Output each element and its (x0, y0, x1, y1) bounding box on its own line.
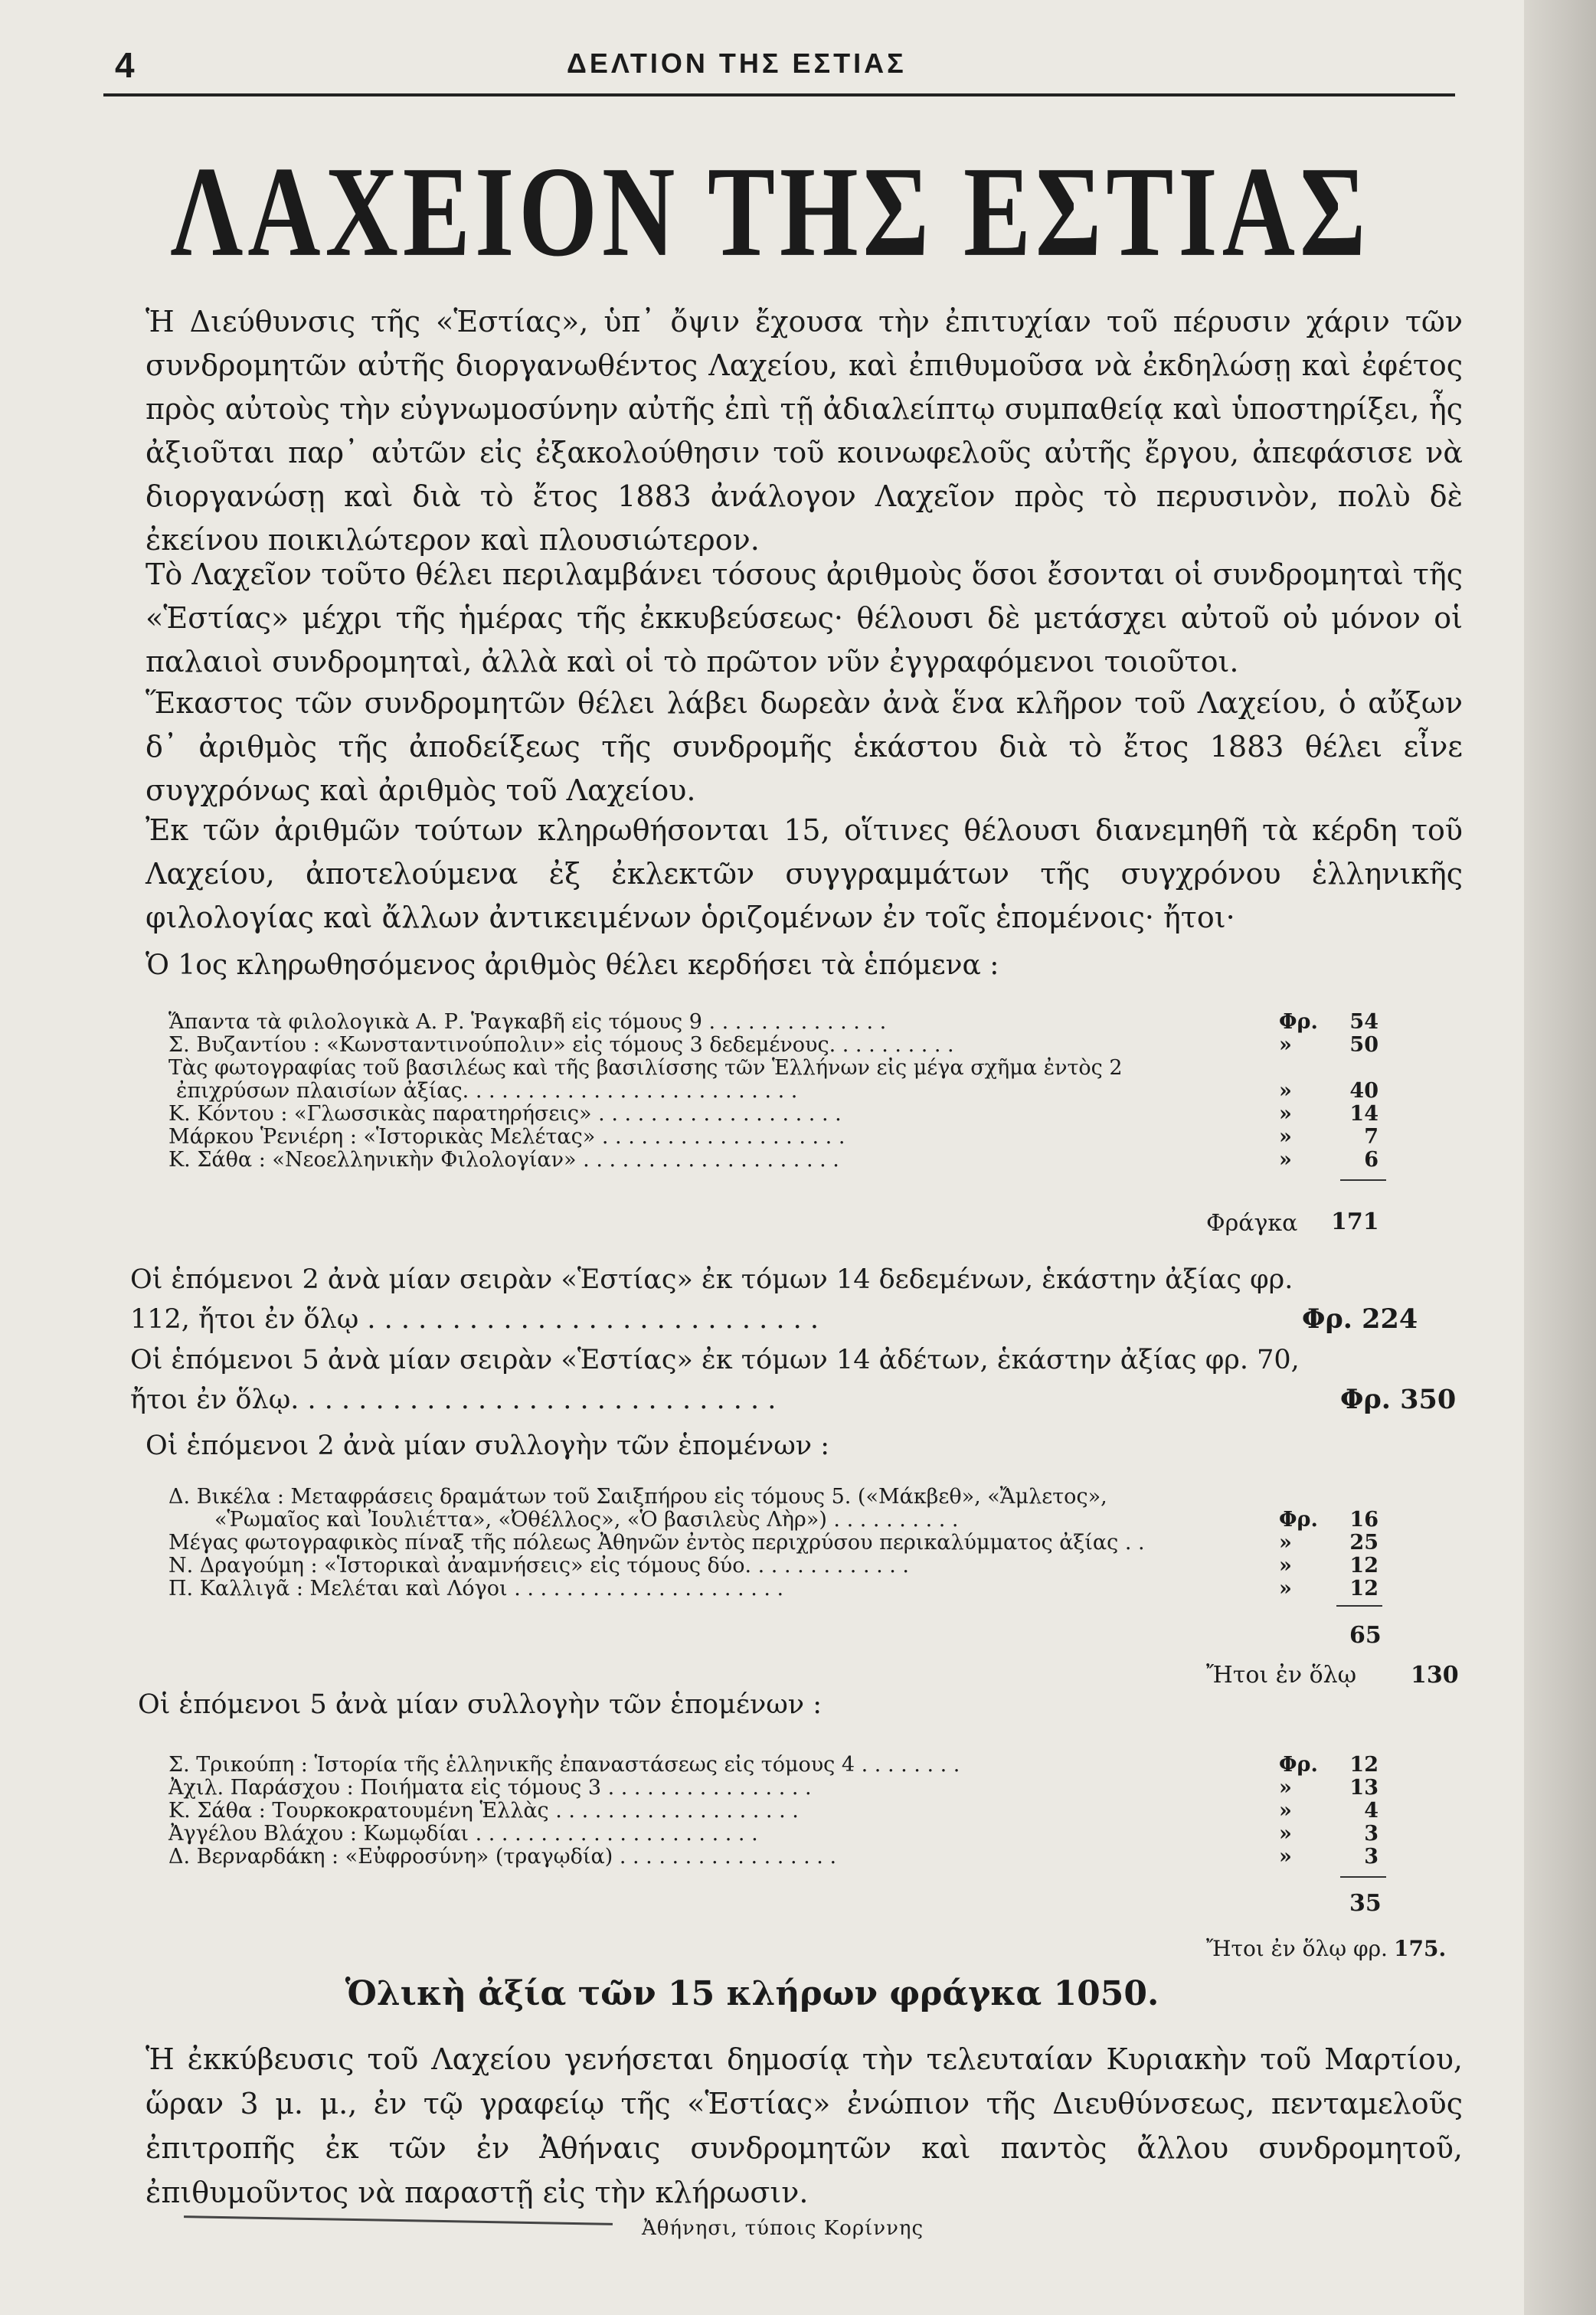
offer-two-line-1: Οἱ ἑπόμενοι 2 ἀνὰ μίαν σειρὰν «Ἑστίας» ἐκ τόμων 14 δεδεμένων, ἑκάστην ἀξίας φρ. (130, 1264, 1293, 1295)
first-prize-intro: Ὁ 1ος κληρωθησόμενος ἀριθμὸς θέλει κερδήσει τὰ ἑπόμενα : (146, 950, 999, 981)
offer-five-line-1: Οἱ ἑπόμενοι 5 ἀνὰ μίαν σειρὰν «Ἑστίας» ἐκ τόμων 14 ἀδέτων, ἑκάστην ἀξίας φρ. 70, (130, 1345, 1300, 1375)
page-edge-shadow (1524, 0, 1596, 2315)
imprint: Ἀθήνησι, τύποις Κορίννης (641, 2217, 924, 2240)
list-item: Δ. Βερναρδάκη : «Εὐφροσύνη» (τραγῳδία) . . . . . . . . . . . . . . . . . » 3 (168, 1845, 1379, 1869)
second-group-total-label: Ἤτοι ἐν ὅλῳ (1206, 1662, 1357, 1689)
list-item: Κ. Σάθα : «Νεοελληνικὴν Φιλολογίαν» . . . . . . . . . . . . . . . . . . . . » 6 (168, 1148, 1379, 1172)
offer-two-line-2: 112, ἤτοι ἐν ὅλῳ . . . . . . . . . . . . . . . . . . . . . . . . . . . (130, 1304, 819, 1335)
sum-rule (1336, 1605, 1382, 1607)
second-group-list (168, 1486, 1432, 1601)
first-prize-total: 171 (1331, 1208, 1379, 1235)
list-item: ἐπιχρύσων πλαισίων ἀξίας. . . . . . . . . . . . . . . . . . . . . . . . . . » 40 (176, 1079, 1379, 1103)
list-item: «Ῥωμαῖος καὶ Ἰουλιέττα», «Ὀθέλλος», «Ὁ βασιλεὺς Λὴρ») . . . . . . . . . . Φρ. 16 (214, 1508, 1379, 1532)
offer-five-line-2: ἤτοι ἐν ὅλῳ. . . . . . . . . . . . . . . . . . . . . . . . . . . . . (130, 1385, 777, 1415)
first-prize-list (168, 1011, 1432, 1172)
second-group-intro: Οἱ ἑπόμενοι 2 ἀνὰ μίαν συλλογὴν τῶν ἑπομένων : (146, 1431, 829, 1461)
list-item: Κ. Σάθα : Τουρκοκρατουμένη Ἑλλὰς . . . . . . . . . . . . . . . . . . . » 4 (168, 1799, 1379, 1823)
grand-total: Ὁλικὴ ἀξία τῶν 15 κλήρων φράγκα 1050. (345, 1974, 1159, 2013)
paragraph-2: Τὸ Λαχεῖον τοῦτο θέλει περιλαμβάνει τόσους ἀριθμοὺς ὅσοι ἔσονται οἱ συνδρομηταὶ τῆς «Ἑστίας» μέχρι τῆς ἡμέρας τῆς ἐκκυβεύσεως· θέλουσι δὲ μετάσχει αὐτοῦ οὐ μόνον οἱ παλαιοὶ συνδρομηταὶ, ἀλλὰ καὶ οἱ τὸ πρῶτον νῦν ἐγγραφόμενοι τοιοῦτοι. (146, 557, 1463, 678)
list-item: Δ. Βικέλα : Μεταφράσεις δραμάτων τοῦ Σαιξπήρου εἰς τόμους 5. («Μάκβεθ», «Ἄμλετος», (168, 1485, 1107, 1509)
offer-five-amount: Φρ. 350 (1340, 1384, 1457, 1415)
third-group-list (168, 1754, 1432, 1869)
sum-rule (1340, 1876, 1386, 1878)
list-item: Μάρκου Ῥενιέρη : «Ἱστορικὰς Μελέτας» . . . . . . . . . . . . . . . . . . . » 7 (168, 1125, 1379, 1149)
offer-five-block (130, 1340, 1478, 1420)
list-item: Ἀγγέλου Βλάχου : Κωμῳδίαι . . . . . . . . . . . . . . . . . . . . . . » 3 (168, 1822, 1379, 1846)
list-item: Σ. Βυζαντίου : «Κωνσταντινούπολιν» εἰς τόμους 3 δεδεμένους. . . . . . . . . . » 50 (168, 1033, 1379, 1057)
list-item: Π. Καλλιγᾶ : Μελέται καὶ Λόγοι . . . . . . . . . . . . . . . . . . . . . » 12 (168, 1577, 1379, 1601)
header-rule (103, 93, 1455, 96)
second-group-subtotal: 65 (1349, 1622, 1382, 1649)
list-item: Τὰς φωτογραφίας τοῦ βασιλέως καὶ τῆς βασιλίσσης τῶν Ἑλλήνων εἰς μέγα σχῆμα ἐντὸς 2 (168, 1056, 1123, 1080)
sum-rule (1340, 1179, 1386, 1181)
second-group-total: 130 (1411, 1662, 1459, 1689)
paragraph-1: Ἡ Διεύθυνσις τῆς «Ἑστίας», ὑπ᾽ ὄψιν ἔχουσα τὴν ἐπιτυχίαν τοῦ πέρυσιν χάριν τῶν συνδρομητῶν αὐτῆς διοργανωθέντος Λαχείου, καὶ ἐπιθυμοῦσα νὰ ἐκδηλώσῃ καὶ ἐφέτος πρὸς αὐτοὺς τὴν εὐγνωμοσύνην αὐτῆς ἐπὶ τῇ ἀδιαλείπτῳ συμπαθείᾳ καὶ ὑποστηρίξει, ἧς ἀξιοῦται παρ᾽ αὐτῶν εἰς ἐξακολούθησιν τοῦ κοινωφελοῦς αὐτῆς ἔργου, ἀπεφάσισε νὰ διοργανώσῃ καὶ διὰ τὸ ἔτος 1883 ἀνάλογον Λαχεῖον πρὸς τὸ περυσινὸν, πολὺ δὲ ἐκείνου ποικιλώτερον καὶ πλουσιώτερον. (146, 305, 1463, 557)
list-item: Ἅπαντα τὰ φιλολογικὰ Α. Ρ. Ῥαγκαβῆ εἰς τόμους 9 . . . . . . . . . . . . . . Φρ. 54 (168, 1010, 1379, 1034)
first-prize-total-label: Φράγκα (1206, 1210, 1298, 1237)
list-item: Σ. Τρικούπη : Ἱστορία τῆς ἑλληνικῆς ἐπαναστάσεως εἰς τόμους 4 . . . . . . . . Φρ. 12 (168, 1753, 1379, 1777)
closing-paragraph: Ἡ ἐκκύβευσις τοῦ Λαχείου γενήσεται δημοσίᾳ τὴν τελευταίαν Κυριακὴν τοῦ Μαρτίου, ὥραν 3 μ. μ., ἐν τῷ γραφείῳ τῆς «Ἑστίας» ἐνώπιον τῆς Διευθύνσεως, πενταμελοῦς ἐπιτροπῆς ἐκ τῶν ἐν Ἀθήναις συνδρομητῶν καὶ παντὸς ἄλλου συνδρομητοῦ, ἐπιθυμοῦντος νὰ παραστῇ εἰς τὴν κλήρωσιν. (146, 2042, 1463, 2209)
main-title: ΛΑΧΕΙΟΝ ΤΗΣ ΕΣΤΙΑΣ (170, 139, 1371, 283)
paragraph-3: Ἕκαστος τῶν συνδρομητῶν θέλει λάβει δωρεὰν ἀνὰ ἕνα κλῆρον τοῦ Λαχείου, ὁ αὔξων δ᾽ ἀριθμὸς τῆς ἀποδείξεως τῆς συνδρομῆς ἑκάστου διὰ τὸ ἔτος 1883 θέλει εἶνε συγχρόνως καὶ ἀριθμὸς τοῦ Λαχείου. (146, 686, 1463, 807)
third-group-total: 175. (1394, 1936, 1447, 1961)
offer-two-amount: Φρ. 224 (1302, 1303, 1418, 1335)
list-item: Μέγας φωτογραφικὸς πίναξ τῆς πόλεως Ἀθηνῶν ἐντὸς περιχρύσου περικαλύμματος ἀξίας . . » 25 (168, 1531, 1379, 1555)
offer-two-block (130, 1260, 1478, 1339)
list-item: Κ. Κόντου : «Γλωσσικὰς παρατηρήσεις» . . . . . . . . . . . . . . . . . . . » 14 (168, 1102, 1379, 1126)
list-item: Ν. Δραγούμη : «Ἱστορικαὶ ἀναμνήσεις» εἰς τόμους δύο. . . . . . . . . . . . . » 12 (168, 1554, 1379, 1578)
third-group-subtotal: 35 (1349, 1890, 1382, 1917)
third-group-total-label: Ἤτοι ἐν ὅλῳ φρ. (1206, 1936, 1388, 1961)
running-title: ΔΕΛΤΙΟΝ ΤΗΣ ΕΣΤΙΑΣ (567, 47, 907, 79)
paragraph-4: Ἐκ τῶν ἀριθμῶν τούτων κληρωθήσονται 15, οἵτινες θέλουσι διανεμηθῆ τὰ κέρδη τοῦ Λαχείου, ἀποτελούμενα ἐξ ἐκλεκτῶν συγγραμμάτων τῆς συγχρόνου ἑλληνικῆς φιλολογίας καὶ ἄλλων ἀντικειμένων ὁριζομένων ἐν τοῖς ἑπομένοις· ἤτοι· (146, 813, 1463, 934)
list-item: Ἀχιλ. Παράσχου : Ποιήματα εἰς τόμους 3 . . . . . . . . . . . . . . . . » 13 (168, 1776, 1379, 1800)
page-number: 4 (115, 45, 135, 85)
third-group-intro: Οἱ ἑπόμενοι 5 ἀνὰ μίαν συλλογὴν τῶν ἑπομένων : (138, 1689, 822, 1720)
